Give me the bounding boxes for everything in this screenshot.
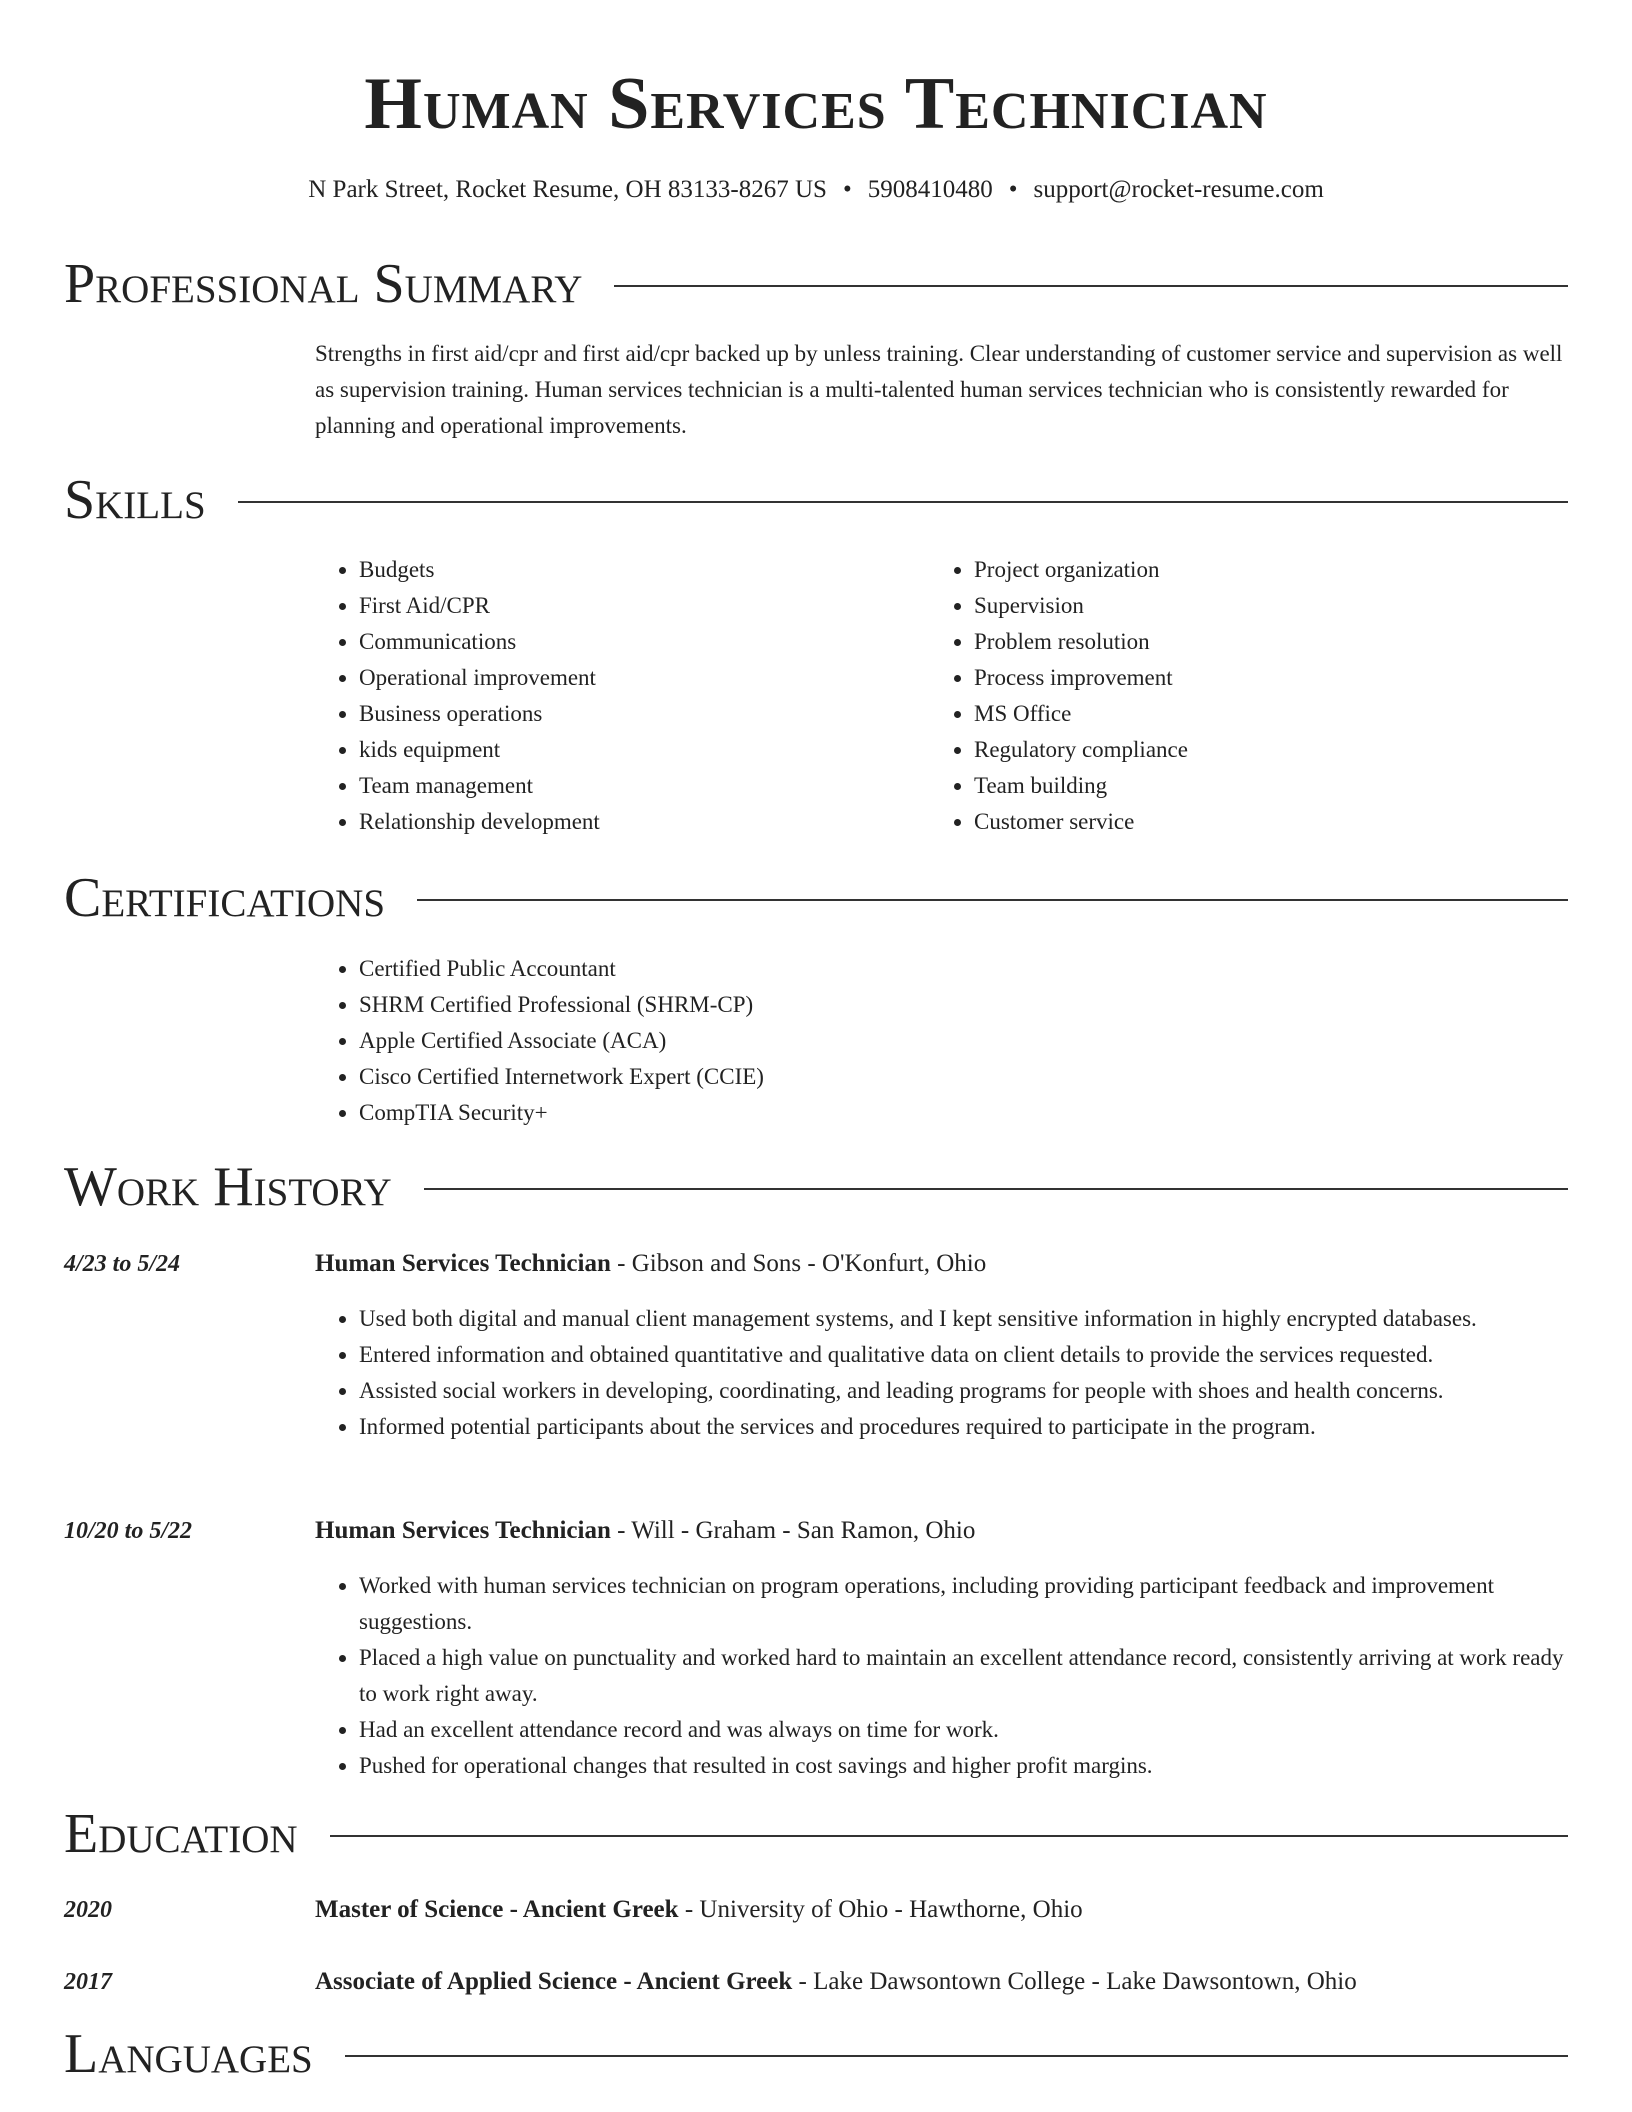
contact-separator: • [842,176,852,203]
skill-item: • Customer service [974,804,1510,840]
job-dates: 10/20 to 5/22 [64,1518,193,1544]
summary-block [315,336,1568,444]
job-employer: - Will - Graham - San Ramon, Ohio [610,1517,976,1544]
job-bullet: • Had an excellent attendance record and was always on time for work. [359,1712,1568,1748]
section-header-languages [64,2022,1568,2086]
education-line [315,1965,1568,1999]
section-divider [614,285,1568,287]
section-divider [417,899,1568,901]
skill-item: • MS Office [974,696,1510,732]
job-dates: 4/23 to 5/24 [64,1251,181,1277]
certification-item: • Certified Public Accountant [359,951,1568,987]
job-bullet: • Worked with human services technician on program operations, including providing participant feedback and improvement suggestions. [359,1568,1568,1640]
skill-item: • Budgets [359,552,895,588]
skill-item: • Team building [974,768,1510,804]
skill-item: • kids equipment [359,732,895,768]
skills-column-left [315,552,895,840]
job-bullet: • Used both digital and manual client management systems, and I kept sensitive information in highly encrypted databases. [359,1301,1568,1337]
skill-item: • Process improvement [974,660,1510,696]
job-bullet: • Entered information and obtained quantitative and qualitative data on client details to provide the services requested. [359,1337,1568,1373]
section-title-certifications: Certifications [64,867,386,929]
job-bullet: • Assisted social workers in developing, coordinating, and leading programs for people with shoes and health concerns. [359,1373,1568,1409]
skill-item: • Regulatory compliance [974,732,1510,768]
certification-item: • CompTIA Security+ [359,1095,1568,1131]
education-year: 2020 [64,1897,112,1923]
job-title: Human Services Technician [315,1250,611,1277]
section-header-certifications [64,866,1568,930]
section-divider [345,2055,1568,2057]
section-divider [238,501,1568,503]
section-divider [424,1188,1568,1190]
job-bullets [315,1568,1568,1784]
job-bullets [315,1301,1568,1445]
skill-item: • Project organization [974,552,1510,588]
skill-item: • Communications [359,624,895,660]
skill-item: • Business operations [359,696,895,732]
education-year: 2017 [64,1969,112,1995]
contact-address: N Park Street, Rocket Resume, OH 83133-8267 US [308,176,827,203]
skill-item: • Problem resolution [974,624,1510,660]
skill-item: • Supervision [974,588,1510,624]
education-school: - University of Ohio - Hawthorne, Ohio [678,1896,1083,1923]
certification-item: • Cisco Certified Internetwork Expert (CCIE) [359,1059,1568,1095]
education-school: - Lake Dawsontown College - Lake Dawsontown, Ohio [792,1968,1357,1995]
skill-item: • Team management [359,768,895,804]
resume-name: Human Services Technician [364,63,1268,145]
job-title-line [315,1514,1568,1548]
contact-line [0,174,1632,206]
section-header-skills [64,468,1568,532]
job-bullet: • Pushed for operational changes that resulted in cost savings and higher profit margins. [359,1748,1568,1784]
education-degree: Master of Science - Ancient Greek [315,1896,679,1923]
section-title-languages: Languages [64,2023,313,2085]
contact-email[interactable]: support@rocket-resume.com [1033,176,1324,203]
section-header-summary [64,252,1568,316]
section-title-skills: Skills [64,469,206,531]
certifications-block [315,951,1568,1131]
job-title-line [315,1247,1568,1281]
section-divider [330,1835,1568,1837]
skill-item: • First Aid/CPR [359,588,895,624]
skill-item: • Operational improvement [359,660,895,696]
job-bullet: • Placed a high value on punctuality and worked hard to maintain an excellent attendance record, consistently arriving at work ready to work right away. [359,1640,1568,1712]
skill-item: • Relationship development [359,804,895,840]
skills-column-right [930,552,1510,840]
certification-item: • SHRM Certified Professional (SHRM-CP) [359,987,1568,1023]
summary-text: Strengths in first aid/cpr and first aid/cpr backed up by unless training. Clear understanding of customer service and supervision as well as supervision training. Human services technician is a multi-talented human services technician who is consistently rewarded for planning and operational improvements. [315,341,1563,438]
contact-separator: • [1008,176,1018,203]
contact-phone: 5908410480 [867,176,993,203]
job-title: Human Services Technician [315,1517,611,1544]
certification-item: • Apple Certified Associate (ACA) [359,1023,1568,1059]
job-bullet: • Informed potential participants about the services and procedures required to participate in the program. [359,1409,1568,1445]
section-header-work [64,1155,1568,1219]
section-title-work: Work History [64,1156,392,1218]
education-degree: Associate of Applied Science - Ancient Greek [315,1968,793,1995]
section-title-education: Education [64,1803,298,1865]
education-line [315,1893,1568,1927]
section-title-summary: Professional Summary [64,253,583,315]
section-header-education [64,1802,1568,1866]
job-employer: - Gibson and Sons - O'Konfurt, Ohio [610,1250,987,1277]
